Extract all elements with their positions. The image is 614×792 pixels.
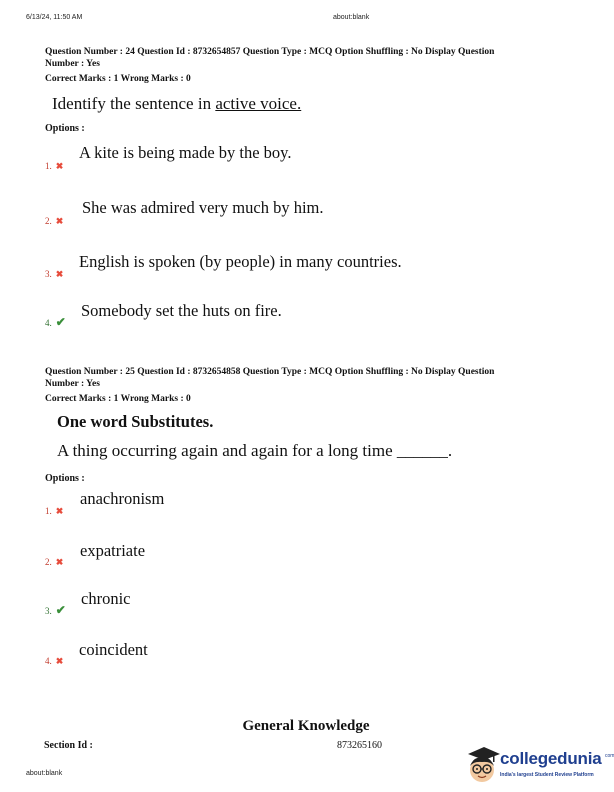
check-icon: ✔ xyxy=(55,603,66,617)
cross-icon: ✖ xyxy=(55,557,64,567)
option-number: 4. ✖ xyxy=(45,656,64,666)
question-25-prompt: A thing occurring again and again for a long time ______. xyxy=(57,441,453,460)
cross-icon: ✖ xyxy=(55,506,64,516)
question-meta-line1: Question Number : 24 Question Id : 8732654857 Question Type : MCQ Option Shuffling : No Display Question xyxy=(45,47,495,57)
option-number: 1. ✖ xyxy=(45,161,64,171)
question-24-meta xyxy=(45,46,585,70)
option-number: 4. ✔ xyxy=(45,315,66,329)
question-25-meta xyxy=(45,366,585,390)
option-text: anachronism xyxy=(80,489,165,508)
print-footer-url: about:blank xyxy=(26,770,63,777)
section-title: General Knowledge xyxy=(242,718,370,734)
option-text: She was admired very much by him. xyxy=(82,198,324,217)
option-number: 2. ✖ xyxy=(45,557,64,567)
section-id-label: Section Id : xyxy=(44,740,93,751)
option-text: chronic xyxy=(81,589,131,608)
cross-icon: ✖ xyxy=(55,656,64,666)
option-text: A kite is being made by the boy. xyxy=(79,143,292,162)
print-page-title: about:blank xyxy=(333,14,370,21)
option-text: English is spoken (by people) in many countries. xyxy=(79,252,402,271)
question-25-heading: One word Substitutes. xyxy=(57,412,214,431)
prompt-text: Identify the sentence in xyxy=(52,94,216,113)
question-25-options-label: Options : xyxy=(45,473,85,484)
mascot-icon xyxy=(462,744,502,788)
cross-icon: ✖ xyxy=(55,161,64,171)
question-24-options-label: Options : xyxy=(45,123,85,134)
option-number: 3. ✔ xyxy=(45,603,66,617)
cross-icon: ✖ xyxy=(55,269,64,279)
option-text: coincident xyxy=(79,640,148,659)
check-icon: ✔ xyxy=(55,315,66,329)
option-number: 2. ✖ xyxy=(45,216,64,226)
question-meta-line2: Number : Yes xyxy=(45,379,100,389)
logo-tagline: India's largest Student Review Platform xyxy=(500,772,594,778)
collegedunia-logo xyxy=(462,744,612,790)
logo-brand: collegedunia xyxy=(500,749,602,768)
cross-icon: ✖ xyxy=(55,216,64,226)
prompt-underlined-text: active voice. xyxy=(215,94,302,113)
question-meta-line2: Number : Yes xyxy=(45,59,100,69)
section-id-value: 873265160 xyxy=(337,740,382,751)
option-number: 3. ✖ xyxy=(45,269,64,279)
option-number: 1. ✖ xyxy=(45,506,64,516)
print-datetime: 6/13/24, 11:50 AM xyxy=(26,14,83,21)
section-heading-wrap xyxy=(0,717,612,735)
option-text: expatriate xyxy=(80,541,146,560)
option-text: Somebody set the huts on fire. xyxy=(81,301,282,320)
question-24-prompt xyxy=(52,94,301,114)
logo-superscript: com xyxy=(605,753,614,759)
question-25-marks: Correct Marks : 1 Wrong Marks : 0 xyxy=(45,394,191,404)
question-meta-line1: Question Number : 25 Question Id : 8732654858 Question Type : MCQ Option Shuffling : No Display Question xyxy=(45,367,495,377)
question-24-marks: Correct Marks : 1 Wrong Marks : 0 xyxy=(45,74,191,84)
